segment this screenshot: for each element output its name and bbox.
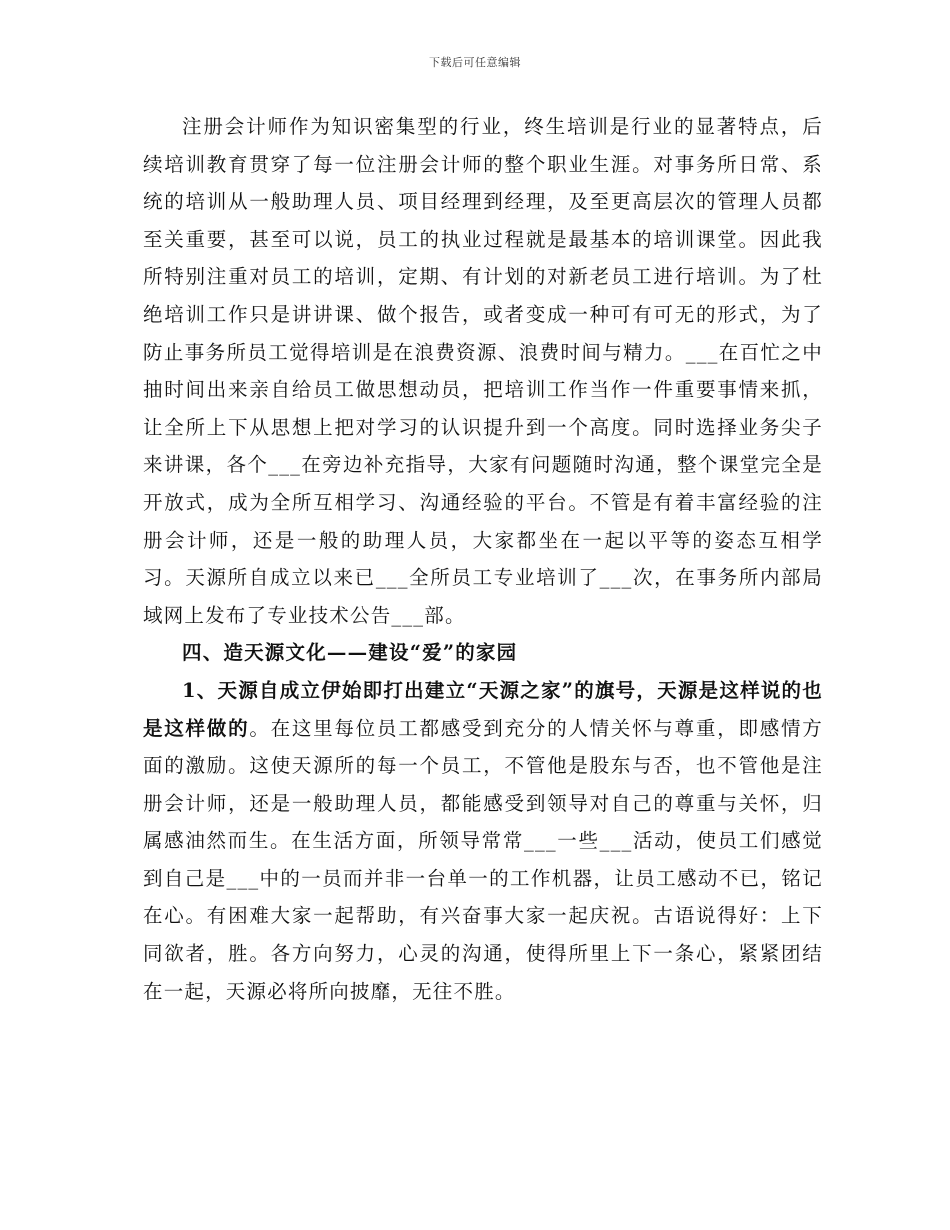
document-body <box>143 108 823 1010</box>
download-note: 下载后可任意编辑 <box>429 56 521 69</box>
paragraph-culture <box>143 672 823 1010</box>
paragraph-culture-lead: 1、天源自成立伊始即打出建立“天源之家”的旗号，天源是这样说的也是这样做的 <box>143 678 823 740</box>
paragraph-culture-text: 。在这里每位员工都感受到充分的人情关怀与尊重，即感情方面的激励。这使天源所的每一个员工，不管他是股东与否，也不管他是注册会计师，还是一般助理人员，都能感受到领导对自己的尊重与关怀，归属感油然而生。在生活方面，所领导常常___一些___活动，使员工们感觉到自己是___中的一员而并非一台单一的工作机器，让员工感动不已，铭记在心。有困难大家一起帮助，有兴奋事大家一起庆祝。古语说得好：上下同欲者，胜。各方向努力，心灵的沟通，使得所里上下一条心，紧紧团结在一起，天源必将所向披靡，无往不胜。 <box>143 716 823 1003</box>
paragraph-training: 注册会计师作为知识密集型的行业，终生培训是行业的显著特点，后续培训教育贯穿了每一位注册会计师的整个职业生涯。对事务所日常、系统的培训从一般助理人员、项目经理到经理，及至更高层次的管理人员都至关重要，甚至可以说，员工的执业过程就是最基本的培训课堂。因此我所特别注重对员工的培训，定期、有计划的对新老员工进行培训。为了杜绝培训工作只是讲讲课、做个报告，或者变成一种可有可无的形式，为了防止事务所员工觉得培训是在浪费资源、浪费时间与精力。___在百忙之中抽时间出来亲自给员工做思想动员，把培训工作当作一件重要事情来抓，让全所上下从思想上把对学习的认识提升到一个高度。同时选择业务尖子来讲课，各个___在旁边补充指导，大家有问题随时沟通，整个课堂完全是开放式，成为全所互相学习、沟通经验的平台。不管是有着丰富经验的注册会计师，还是一般的助理人员，大家都坐在一起以平等的姿态互相学习。天源所自成立以来已___全所员工专业培训了___次，在事务所内部局域网上发布了专业技术公告___部。 <box>143 115 823 627</box>
section-heading: 四、造天源文化——建设“爱”的家园 <box>182 641 518 665</box>
